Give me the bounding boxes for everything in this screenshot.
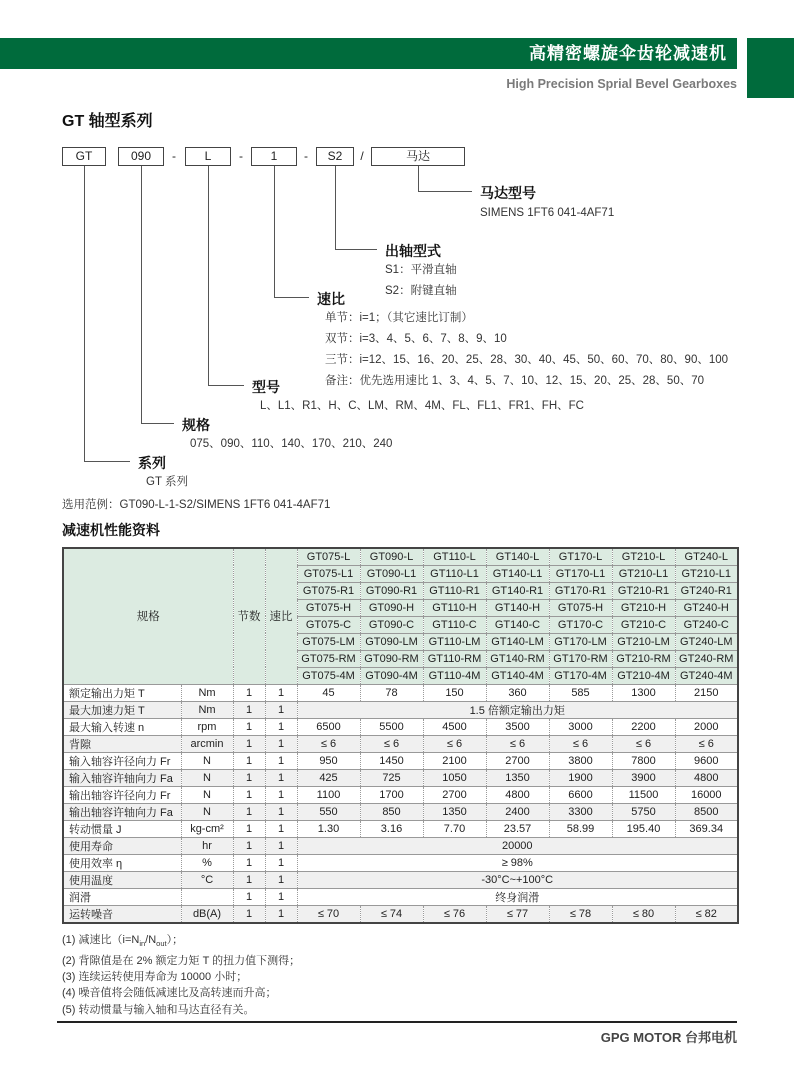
value-cell: 1450 (360, 752, 423, 769)
model-name-cell: GT075-C (297, 616, 360, 633)
footer-brand: GPG MOTOR 台邦电机 (600, 1030, 737, 1045)
value-cell: 150 (423, 684, 486, 701)
spec-row (63, 684, 738, 701)
value-cell: 950 (297, 752, 360, 769)
stages-column-header: 节数 (233, 548, 265, 684)
annotation-line: L、L1、R1、H、C、LM、RM、4M、FL、FL1、FR1、FH、FC (260, 400, 584, 412)
model-name-cell: GT110-L1 (423, 565, 486, 582)
model-code-separator: - (304, 149, 308, 163)
model-name-cell: GT170-4M (549, 667, 612, 684)
ratio-cell: 1 (265, 701, 297, 718)
model-name-cell: GT140-L1 (486, 565, 549, 582)
value-cell: 3000 (549, 718, 612, 735)
stages-cell: 1 (233, 701, 265, 718)
value-cell: 1350 (423, 803, 486, 820)
unit-cell: % (181, 854, 233, 871)
model-name-cell: GT210-RM (612, 650, 675, 667)
ratio-cell: 1 (265, 684, 297, 701)
value-cell: 11500 (612, 786, 675, 803)
model-name-cell: GT110-R1 (423, 582, 486, 599)
annotation-line: SIMENS 1FT6 041-4AF71 (480, 207, 615, 219)
model-name-cell: GT170-L (549, 548, 612, 565)
connector-line (84, 461, 130, 462)
spec-label-cell: 运转噪音 (63, 905, 181, 923)
ratio-cell: 1 (265, 905, 297, 923)
spec-row (63, 786, 738, 803)
value-cell: 1900 (549, 769, 612, 786)
value-cell: 725 (360, 769, 423, 786)
value-cell: 550 (297, 803, 360, 820)
value-cell: 9600 (675, 752, 738, 769)
annotation-line: GT 系列 (146, 476, 188, 488)
value-cell: 1350 (486, 769, 549, 786)
value-cell: 1700 (360, 786, 423, 803)
connector-line (84, 166, 85, 461)
value-cell: 5750 (612, 803, 675, 820)
value-cell: 58.99 (549, 820, 612, 837)
value-cell: 2700 (486, 752, 549, 769)
value-cell: ≤ 70 (297, 905, 360, 923)
ratio-cell: 1 (265, 735, 297, 752)
unit-cell: N (181, 786, 233, 803)
model-name-cell: GT210-L1 (675, 565, 738, 582)
spec-row (63, 803, 738, 820)
annotation-lines-motor (480, 203, 614, 224)
connector-line (141, 166, 142, 423)
spec-label-cell: 额定输出力矩 T (63, 684, 181, 701)
annotation-title-size: 规格 (182, 417, 210, 433)
model-name-cell: GT110-C (423, 616, 486, 633)
value-cell: 4800 (675, 769, 738, 786)
spec-row (63, 718, 738, 735)
model-name-cell: GT210-LM (612, 633, 675, 650)
value-cell: 3800 (549, 752, 612, 769)
ratio-cell: 1 (265, 871, 297, 888)
connector-line (418, 191, 472, 192)
model-name-cell: GT110-H (423, 599, 486, 616)
value-cell: 4500 (423, 718, 486, 735)
model-name-cell: GT210-L (612, 548, 675, 565)
model-name-cell: GT075-L1 (297, 565, 360, 582)
model-name-cell: GT090-R1 (360, 582, 423, 599)
connector-line (335, 166, 336, 249)
model-name-cell: GT090-L1 (360, 565, 423, 582)
spec-row (63, 820, 738, 837)
model-code-separator: - (239, 149, 243, 163)
footnotes (62, 932, 300, 1018)
model-name-cell: GT210-R1 (612, 582, 675, 599)
merged-value-cell: -30°C~+100°C (297, 871, 738, 888)
stages-cell: 1 (233, 888, 265, 905)
connector-line (335, 249, 377, 250)
value-cell: 7800 (612, 752, 675, 769)
model-name-cell: GT090-4M (360, 667, 423, 684)
model-code-separator: / (360, 149, 364, 163)
value-cell: 78 (360, 684, 423, 701)
unit-cell: arcmin (181, 735, 233, 752)
model-name-cell: GT240-RM (675, 650, 738, 667)
stages-cell: 1 (233, 786, 265, 803)
unit-cell: °C (181, 871, 233, 888)
spec-label-cell: 输出轴容许轴向力 Fa (63, 803, 181, 820)
stages-cell: 1 (233, 803, 265, 820)
annotation-title-ratio: 速比 (317, 291, 345, 307)
value-cell: 1.30 (297, 820, 360, 837)
stages-cell: 1 (233, 871, 265, 888)
model-name-cell: GT140-LM (486, 633, 549, 650)
spec-row (63, 701, 738, 718)
footer-divider (57, 1021, 737, 1023)
ratio-cell: 1 (265, 769, 297, 786)
spec-rows-block (63, 684, 738, 923)
spec-row (63, 871, 738, 888)
unit-cell: dB(A) (181, 905, 233, 923)
value-cell: 1100 (297, 786, 360, 803)
unit-cell (181, 888, 233, 905)
unit-cell: N (181, 803, 233, 820)
performance-table-title: 减速机性能资料 (62, 522, 160, 538)
model-name-cell: GT075-RM (297, 650, 360, 667)
value-cell: 8500 (675, 803, 738, 820)
ratio-cell: 1 (265, 888, 297, 905)
unit-cell: kg-cm² (181, 820, 233, 837)
model-name-cell: GT090-L (360, 548, 423, 565)
value-cell: ≤ 6 (675, 735, 738, 752)
spec-column-header: 规格 (63, 548, 233, 684)
spec-row (63, 752, 738, 769)
spec-row (63, 854, 738, 871)
annotation-title-motor: 马达型号 (480, 185, 536, 201)
model-name-cell: GT240-LM (675, 633, 738, 650)
footnote: (1) 减速比$(i=N_{in}/N_{out})$； (62, 934, 184, 949)
model-code-box-motor: 马达 (371, 147, 465, 166)
model-name-cell: GT090-RM (360, 650, 423, 667)
value-cell: ≤ 74 (360, 905, 423, 923)
value-cell: 4800 (486, 786, 549, 803)
footnote: (3) 连续运转使用寿命为 10000 小时； (62, 971, 248, 983)
spec-label-cell: 最大输入转速 n (63, 718, 181, 735)
page-edge-tab (747, 38, 794, 98)
value-cell: ≤ 77 (486, 905, 549, 923)
spec-label-cell: 背隙 (63, 735, 181, 752)
value-cell: 23.57 (486, 820, 549, 837)
value-cell: 425 (297, 769, 360, 786)
model-header-block (63, 548, 738, 684)
model-code-box-series: GT (62, 147, 106, 166)
ratio-cell: 1 (265, 854, 297, 871)
stages-cell: 1 (233, 718, 265, 735)
page-subtitle-en: High Precision Sprial Bevel Gearboxes (506, 77, 737, 91)
ratio-cell: 1 (265, 786, 297, 803)
value-cell: 1300 (612, 684, 675, 701)
spec-label-cell: 最大加速力矩 T (63, 701, 181, 718)
annotation-line: 三节：i=12、15、16、20、25、28、30、40、45、50、60、70、80、90、100 (325, 354, 729, 366)
value-cell: 2700 (423, 786, 486, 803)
model-name-cell: GT240-L (675, 548, 738, 565)
model-name-cell: GT170-L1 (549, 565, 612, 582)
value-cell: 6500 (297, 718, 360, 735)
stages-cell: 1 (233, 769, 265, 786)
merged-value-cell: 1.5 倍额定输出力矩 (297, 701, 738, 718)
value-cell: 6600 (549, 786, 612, 803)
model-name-cell: GT140-H (486, 599, 549, 616)
footnote: (2) 背隙值是在 2% 额定力矩 T 的扭力值下测得； (62, 954, 301, 967)
value-cell: 195.40 (612, 820, 675, 837)
model-name-cell: GT140-C (486, 616, 549, 633)
annotation-title-model: 型号 (252, 379, 280, 395)
performance-table (62, 547, 739, 924)
value-cell: ≤ 6 (423, 735, 486, 752)
spec-row (63, 837, 738, 854)
value-cell: 5500 (360, 718, 423, 735)
spec-label-cell: 使用寿命 (63, 837, 181, 854)
value-cell: 3.16 (360, 820, 423, 837)
annotation-line: 075、090、110、140、170、210、240 (190, 438, 393, 450)
stages-cell: 1 (233, 854, 265, 871)
value-cell: 45 (297, 684, 360, 701)
value-cell: 3900 (612, 769, 675, 786)
page-title-bar: 高精密螺旋伞齿轮减速机 (0, 38, 737, 69)
value-cell: ≤ 82 (675, 905, 738, 923)
stages-cell: 1 (233, 905, 265, 923)
annotation-title-series: 系列 (138, 455, 166, 471)
value-cell: ≤ 6 (612, 735, 675, 752)
value-cell: ≤ 6 (549, 735, 612, 752)
ratio-cell: 1 (265, 752, 297, 769)
annotation-lines-ratio (325, 308, 728, 392)
model-name-cell: GT075-LM (297, 633, 360, 650)
model-name-cell: GT075-H (549, 599, 612, 616)
ratio-column-header: 速比 (265, 548, 297, 684)
connector-line (208, 385, 244, 386)
annotation-line: S2：附键直轴 (385, 285, 457, 297)
section-title: GT 轴型系列 (62, 113, 153, 130)
spec-row (63, 769, 738, 786)
model-code-box-model: L (185, 147, 231, 166)
annotation-title-shaft: 出轴型式 (385, 243, 441, 259)
value-cell: 360 (486, 684, 549, 701)
annotation-line: S1：平滑直轴 (385, 264, 457, 276)
value-cell: 1050 (423, 769, 486, 786)
value-cell: 2150 (675, 684, 738, 701)
annotation-lines-series (146, 472, 188, 493)
stages-cell: 1 (233, 684, 265, 701)
model-name-cell: GT140-4M (486, 667, 549, 684)
footnote: (4) 噪音值将会随低减速比及高转速而升高； (62, 987, 277, 1000)
stages-cell: 1 (233, 820, 265, 837)
value-cell: ≤ 80 (612, 905, 675, 923)
model-name-cell: GT110-RM (423, 650, 486, 667)
model-name-cell: GT140-R1 (486, 582, 549, 599)
merged-value-cell: 20000 (297, 837, 738, 854)
value-cell: 7.70 (423, 820, 486, 837)
spec-row (63, 888, 738, 905)
model-name-cell: GT170-RM (549, 650, 612, 667)
model-name-cell: GT210-C (612, 616, 675, 633)
spec-label-cell: 使用温度 (63, 871, 181, 888)
model-code-box-shaft: S2 (316, 147, 354, 166)
value-cell: 3500 (486, 718, 549, 735)
value-cell: ≤ 6 (486, 735, 549, 752)
value-cell: 3300 (549, 803, 612, 820)
value-cell: ≤ 6 (360, 735, 423, 752)
annotation-lines-model (260, 396, 584, 417)
model-code-separator: - (172, 149, 176, 163)
model-name-cell: GT090-H (360, 599, 423, 616)
value-cell: 2200 (612, 718, 675, 735)
spec-label-cell: 输入轴容许径向力 Fr (63, 752, 181, 769)
model-name-cell: GT075-L (297, 548, 360, 565)
value-cell: 585 (549, 684, 612, 701)
selection-example: 选用范例：GT090-L-1-S2/SIMENS 1FT6 041-4AF71 (62, 499, 331, 511)
model-name-cell: GT090-LM (360, 633, 423, 650)
stages-cell: 1 (233, 752, 265, 769)
model-name-cell: GT170-R1 (549, 582, 612, 599)
value-cell: ≤ 6 (297, 735, 360, 752)
value-cell: 850 (360, 803, 423, 820)
model-code-box-ratio: 1 (251, 147, 297, 166)
model-name-cell: GT110-L (423, 548, 486, 565)
model-name-cell: GT170-LM (549, 633, 612, 650)
value-cell: ≤ 76 (423, 905, 486, 923)
model-name-cell: GT240-4M (675, 667, 738, 684)
unit-cell: Nm (181, 684, 233, 701)
model-name-cell: GT075-4M (297, 667, 360, 684)
footnote: (5) 转动惯量与输入轴和马达直径有关。 (62, 1003, 255, 1016)
model-name-cell: GT140-RM (486, 650, 549, 667)
spec-label-cell: 输入轴容许轴向力 Fa (63, 769, 181, 786)
value-cell: ≤ 78 (549, 905, 612, 923)
value-cell: 16000 (675, 786, 738, 803)
model-name-cell: GT075-H (297, 599, 360, 616)
value-cell: 369.34 (675, 820, 738, 837)
model-name-cell: GT240-H (675, 599, 738, 616)
spec-label-cell: 输出轴容许径向力 Fr (63, 786, 181, 803)
annotation-lines-shaft (385, 260, 457, 302)
model-code-box-size: 090 (118, 147, 164, 166)
merged-value-cell: 终身润滑 (297, 888, 738, 905)
model-name-cell: GT210-L1 (612, 565, 675, 582)
annotation-line: 双节：i=3、4、5、6、7、8、9、10 (325, 333, 507, 345)
model-name-cell: GT110-LM (423, 633, 486, 650)
ratio-cell: 1 (265, 718, 297, 735)
model-name-cell: GT240-R1 (675, 582, 738, 599)
stages-cell: 1 (233, 735, 265, 752)
model-name-cell: GT210-H (612, 599, 675, 616)
connector-line (274, 166, 275, 297)
spec-row (63, 905, 738, 923)
model-name-cell: GT090-C (360, 616, 423, 633)
model-name-cell: GT075-R1 (297, 582, 360, 599)
model-name-cell: GT170-C (549, 616, 612, 633)
spec-label-cell: 使用效率 η (63, 854, 181, 871)
model-name-cell: GT210-4M (612, 667, 675, 684)
connector-line (208, 166, 209, 385)
model-header-row (63, 548, 738, 565)
unit-cell: rpm (181, 718, 233, 735)
unit-cell: Nm (181, 701, 233, 718)
connector-line (141, 423, 174, 424)
model-name-cell: GT240-C (675, 616, 738, 633)
ratio-cell: 1 (265, 803, 297, 820)
stages-cell: 1 (233, 837, 265, 854)
merged-value-cell: ≥ 98% (297, 854, 738, 871)
value-cell: 2100 (423, 752, 486, 769)
spec-label-cell: 润滑 (63, 888, 181, 905)
model-name-cell: GT140-L (486, 548, 549, 565)
value-cell: 2000 (675, 718, 738, 735)
unit-cell: N (181, 752, 233, 769)
connector-line (418, 166, 419, 191)
spec-label-cell: 转动惯量 J (63, 820, 181, 837)
model-name-cell: GT110-4M (423, 667, 486, 684)
ratio-cell: 1 (265, 837, 297, 854)
unit-cell: hr (181, 837, 233, 854)
connector-line (274, 297, 309, 298)
spec-row (63, 735, 738, 752)
annotation-line: 备注：优先选用速比 1、3、4、5、7、10、12、15、20、25、28、50、70 (325, 375, 705, 387)
annotation-lines-size (190, 434, 392, 455)
unit-cell: N (181, 769, 233, 786)
annotation-line: 单节：i=1；（其它速比订制） (325, 312, 473, 324)
value-cell: 2400 (486, 803, 549, 820)
ratio-cell: 1 (265, 820, 297, 837)
